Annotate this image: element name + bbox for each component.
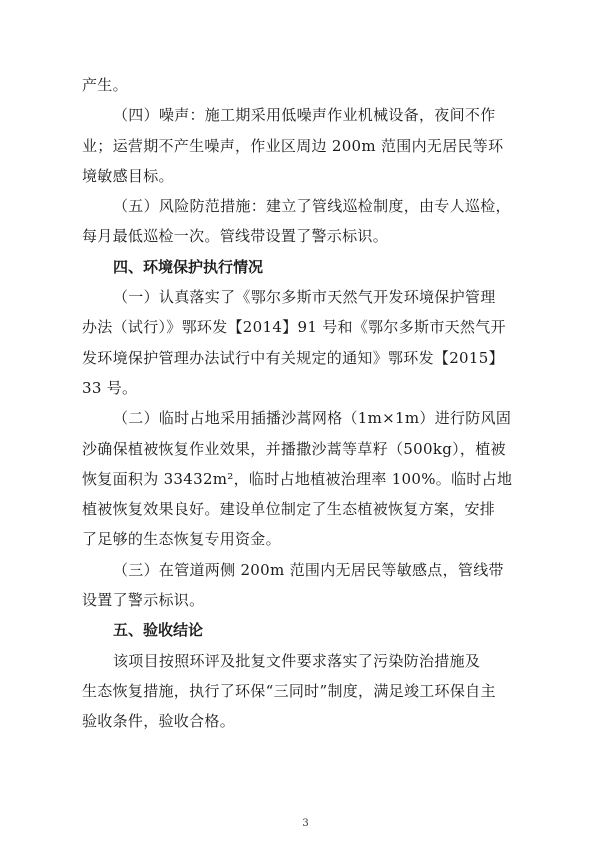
section-heading-4: 四、环境保护执行情况 [113,257,264,276]
page-number: 3 [302,818,309,829]
document-body [82,70,550,737]
paragraph-line: 植被恢复效果良好。建设单位制定了生态植被恢复方案，安排 [82,500,496,519]
paragraph-line: 验收条件，验收合格。 [82,712,236,731]
paragraph-line: 设置了警示标识。 [82,591,205,610]
section-heading-5: 五、验收结论 [113,621,204,640]
paragraph-line: 境敏感目标。 [82,166,174,185]
paragraph-line: （四）噪声：施工期采用低噪声作业机械设备，夜间不作 [113,106,496,125]
paragraph-line: 生态恢复措施，执行了环保“三同时”制度，满足竣工环保自主 [82,681,496,700]
paragraph-line: 发环境保护管理办法试行中有关规定的通知》鄂环发【2015】 [82,348,504,367]
paragraph-line: （一）认真落实了《鄂尔多斯市天然气开发环境保护管理 [113,288,496,307]
paragraph-line: 33 号。 [82,378,138,397]
paragraph-line: 了足够的生态恢复专用资金。 [82,530,281,549]
paragraph-line: 沙确保植被恢复作业效果，并播撒沙蒿等草籽（500kg），植被 [82,439,506,458]
paragraph-line: （三）在管道两侧 200m 范围内无居民等敏感点，管线带 [113,560,504,579]
paragraph-line: 产生。 [82,76,128,94]
paragraph-line: （二）临时占地采用插播沙蒿网格（1m×1m）进行防风固 [113,409,512,428]
paragraph-line: 恢复面积为 33432m²，临时占地植被治理率 100%。临时占地 [82,469,513,488]
paragraph-line: 该项目按照环评及批复文件要求落实了污染防治措施及 [113,651,481,670]
paragraph-line: 每月最低巡检一次。管线带设置了警示标识。 [82,227,389,246]
paragraph-line: （五）风险防范措施：建立了管线巡检制度，由专人巡检， [113,197,511,216]
paragraph-line: 办法（试行）》鄂环发【2014】91 号和《鄂尔多斯市天然气开 [82,318,506,337]
paragraph-line: 业；运营期不产生噪声，作业区周边 200m 范围内无居民等环 [82,136,504,155]
